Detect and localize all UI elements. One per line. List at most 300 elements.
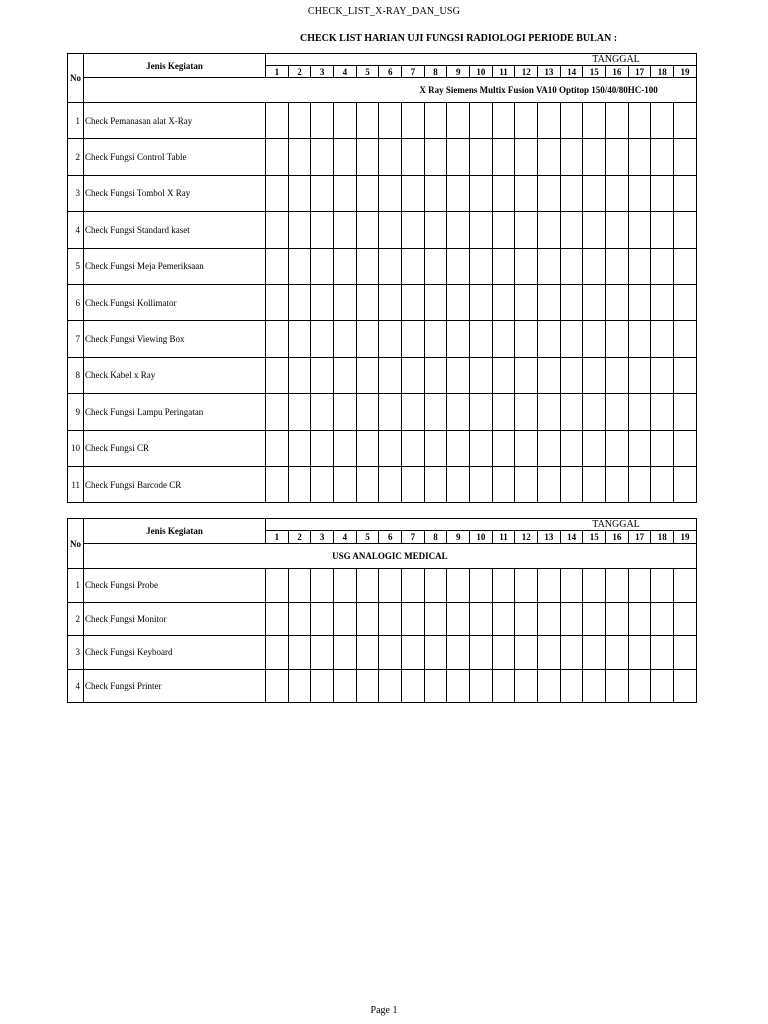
check-cell[interactable] (447, 175, 470, 211)
check-cell[interactable] (651, 212, 674, 248)
check-cell[interactable] (356, 602, 379, 636)
check-cell[interactable] (288, 175, 311, 211)
check-cell[interactable] (424, 466, 447, 502)
check-cell[interactable] (424, 636, 447, 670)
check-cell[interactable] (311, 466, 334, 502)
check-cell[interactable] (379, 175, 402, 211)
check-cell[interactable] (674, 357, 697, 393)
check-cell[interactable] (356, 669, 379, 703)
check-cell[interactable] (606, 669, 629, 703)
check-cell[interactable] (288, 394, 311, 430)
check-cell[interactable] (628, 669, 651, 703)
check-cell[interactable] (266, 321, 289, 357)
check-cell[interactable] (288, 139, 311, 175)
activity-label: Check Fungsi Lampu Peringatan (84, 394, 266, 430)
check-cell[interactable] (266, 394, 289, 430)
check-cell[interactable] (515, 430, 538, 466)
check-cell[interactable] (266, 175, 289, 211)
check-cell[interactable] (356, 466, 379, 502)
check-cell[interactable] (628, 394, 651, 430)
check-cell[interactable] (651, 466, 674, 502)
check-cell[interactable] (492, 248, 515, 284)
check-cell[interactable] (356, 248, 379, 284)
check-cell[interactable] (311, 212, 334, 248)
check-cell[interactable] (447, 569, 470, 603)
check-cell[interactable] (470, 669, 493, 703)
check-cell[interactable] (492, 466, 515, 502)
check-cell[interactable] (447, 284, 470, 320)
check-cell[interactable] (470, 636, 493, 670)
day-header: 5 (356, 66, 379, 78)
check-cell[interactable] (560, 466, 583, 502)
check-cell[interactable] (651, 284, 674, 320)
check-cell[interactable] (402, 669, 425, 703)
check-cell[interactable] (606, 248, 629, 284)
check-cell[interactable] (311, 139, 334, 175)
check-cell[interactable] (583, 321, 606, 357)
activity-label: Check Fungsi Barcode CR (84, 466, 266, 502)
check-cell[interactable] (379, 602, 402, 636)
check-cell[interactable] (628, 212, 651, 248)
check-cell[interactable] (379, 394, 402, 430)
check-cell[interactable] (492, 212, 515, 248)
check-cell[interactable] (560, 357, 583, 393)
check-cell[interactable] (266, 212, 289, 248)
check-cell[interactable] (560, 103, 583, 139)
check-cell[interactable] (288, 430, 311, 466)
check-cell[interactable] (356, 321, 379, 357)
check-cell[interactable] (334, 175, 357, 211)
check-cell[interactable] (424, 357, 447, 393)
check-cell[interactable] (515, 212, 538, 248)
check-cell[interactable] (515, 602, 538, 636)
check-cell[interactable] (266, 357, 289, 393)
check-cell[interactable] (606, 466, 629, 502)
check-cell[interactable] (379, 669, 402, 703)
row-number: 10 (68, 430, 84, 466)
check-cell[interactable] (379, 103, 402, 139)
check-cell[interactable] (311, 175, 334, 211)
check-cell[interactable] (606, 394, 629, 430)
check-cell[interactable] (492, 103, 515, 139)
check-cell[interactable] (288, 321, 311, 357)
check-cell[interactable] (447, 357, 470, 393)
check-cell[interactable] (606, 139, 629, 175)
check-cell[interactable] (379, 248, 402, 284)
check-cell[interactable] (288, 569, 311, 603)
check-cell[interactable] (334, 212, 357, 248)
check-cell[interactable] (266, 430, 289, 466)
check-cell[interactable] (651, 669, 674, 703)
check-cell[interactable] (651, 248, 674, 284)
check-cell[interactable] (424, 175, 447, 211)
check-cell[interactable] (424, 139, 447, 175)
check-cell[interactable] (560, 430, 583, 466)
check-cell[interactable] (379, 284, 402, 320)
check-cell[interactable] (424, 321, 447, 357)
check-cell[interactable] (651, 175, 674, 211)
check-cell[interactable] (334, 602, 357, 636)
check-cell[interactable] (538, 103, 561, 139)
table-row (68, 284, 697, 320)
check-cell[interactable] (402, 139, 425, 175)
check-cell[interactable] (356, 357, 379, 393)
check-cell[interactable] (311, 321, 334, 357)
check-cell[interactable] (651, 321, 674, 357)
check-cell[interactable] (538, 321, 561, 357)
table-row (68, 139, 697, 175)
check-cell[interactable] (334, 636, 357, 670)
check-cell[interactable] (402, 357, 425, 393)
check-cell[interactable] (266, 636, 289, 670)
check-cell[interactable] (470, 103, 493, 139)
check-cell[interactable] (628, 103, 651, 139)
table-row (68, 212, 697, 248)
check-cell[interactable] (447, 430, 470, 466)
check-cell[interactable] (334, 103, 357, 139)
check-cell[interactable] (379, 212, 402, 248)
check-cell[interactable] (583, 175, 606, 211)
check-cell[interactable] (492, 139, 515, 175)
check-cell[interactable] (266, 284, 289, 320)
check-cell[interactable] (674, 284, 697, 320)
check-cell[interactable] (606, 357, 629, 393)
check-cell[interactable] (334, 569, 357, 603)
check-cell[interactable] (651, 139, 674, 175)
check-cell[interactable] (560, 139, 583, 175)
check-cell[interactable] (402, 175, 425, 211)
table-row (68, 466, 697, 502)
check-cell[interactable] (266, 139, 289, 175)
check-cell[interactable] (538, 602, 561, 636)
check-cell[interactable] (606, 212, 629, 248)
check-cell[interactable] (402, 248, 425, 284)
check-cell[interactable] (492, 394, 515, 430)
check-cell[interactable] (628, 284, 651, 320)
check-cell[interactable] (266, 103, 289, 139)
check-cell[interactable] (288, 466, 311, 502)
check-cell[interactable] (402, 284, 425, 320)
check-cell[interactable] (538, 669, 561, 703)
check-cell[interactable] (651, 569, 674, 603)
check-cell[interactable] (606, 430, 629, 466)
check-cell[interactable] (606, 321, 629, 357)
check-cell[interactable] (311, 284, 334, 320)
check-cell[interactable] (538, 248, 561, 284)
check-cell[interactable] (538, 394, 561, 430)
check-cell[interactable] (356, 430, 379, 466)
row-number: 11 (68, 466, 84, 502)
check-cell[interactable] (674, 103, 697, 139)
check-cell[interactable] (628, 602, 651, 636)
check-cell[interactable] (538, 212, 561, 248)
check-cell[interactable] (470, 466, 493, 502)
check-cell[interactable] (402, 636, 425, 670)
table-row (68, 430, 697, 466)
check-cell[interactable] (492, 669, 515, 703)
check-cell[interactable] (311, 569, 334, 603)
check-cell[interactable] (583, 430, 606, 466)
check-cell[interactable] (402, 394, 425, 430)
check-cell[interactable] (651, 602, 674, 636)
check-cell[interactable] (334, 139, 357, 175)
check-cell[interactable] (538, 284, 561, 320)
check-cell[interactable] (356, 394, 379, 430)
check-cell[interactable] (583, 669, 606, 703)
check-cell[interactable] (311, 636, 334, 670)
check-cell[interactable] (674, 636, 697, 670)
check-cell[interactable] (470, 139, 493, 175)
check-cell[interactable] (628, 175, 651, 211)
check-cell[interactable] (515, 394, 538, 430)
check-cell[interactable] (515, 569, 538, 603)
check-cell[interactable] (402, 430, 425, 466)
check-cell[interactable] (311, 669, 334, 703)
check-cell[interactable] (356, 212, 379, 248)
check-cell[interactable] (628, 466, 651, 502)
check-cell[interactable] (266, 248, 289, 284)
check-cell[interactable] (538, 466, 561, 502)
check-cell[interactable] (606, 103, 629, 139)
check-cell[interactable] (379, 466, 402, 502)
check-cell[interactable] (447, 248, 470, 284)
activity-label: Check Fungsi Keyboard (84, 636, 266, 670)
check-cell[interactable] (583, 466, 606, 502)
check-cell[interactable] (515, 636, 538, 670)
check-cell[interactable] (356, 103, 379, 139)
check-cell[interactable] (628, 321, 651, 357)
check-cell[interactable] (492, 321, 515, 357)
check-cell[interactable] (515, 175, 538, 211)
check-cell[interactable] (674, 466, 697, 502)
day-header: 6 (379, 66, 402, 78)
check-cell[interactable] (515, 248, 538, 284)
check-cell[interactable] (606, 602, 629, 636)
check-cell[interactable] (402, 212, 425, 248)
check-cell[interactable] (492, 175, 515, 211)
check-cell[interactable] (334, 321, 357, 357)
check-cell[interactable] (674, 430, 697, 466)
check-cell[interactable] (311, 248, 334, 284)
check-cell[interactable] (288, 357, 311, 393)
check-cell[interactable] (356, 569, 379, 603)
check-cell[interactable] (288, 636, 311, 670)
check-cell[interactable] (492, 602, 515, 636)
check-cell[interactable] (560, 394, 583, 430)
check-cell[interactable] (311, 430, 334, 466)
check-cell[interactable] (492, 569, 515, 603)
check-cell[interactable] (288, 103, 311, 139)
check-cell[interactable] (447, 212, 470, 248)
check-cell[interactable] (583, 248, 606, 284)
check-cell[interactable] (356, 284, 379, 320)
check-cell[interactable] (651, 357, 674, 393)
check-cell[interactable] (651, 636, 674, 670)
check-cell[interactable] (311, 602, 334, 636)
check-cell[interactable] (424, 430, 447, 466)
check-cell[interactable] (424, 248, 447, 284)
check-cell[interactable] (470, 394, 493, 430)
check-cell[interactable] (651, 394, 674, 430)
check-cell[interactable] (424, 669, 447, 703)
check-cell[interactable] (560, 284, 583, 320)
check-cell[interactable] (470, 248, 493, 284)
check-cell[interactable] (470, 602, 493, 636)
check-cell[interactable] (334, 284, 357, 320)
check-cell[interactable] (424, 284, 447, 320)
check-cell[interactable] (674, 569, 697, 603)
check-cell[interactable] (424, 569, 447, 603)
check-cell[interactable] (402, 103, 425, 139)
check-cell[interactable] (266, 602, 289, 636)
check-cell[interactable] (470, 212, 493, 248)
check-cell[interactable] (628, 248, 651, 284)
check-cell[interactable] (674, 602, 697, 636)
check-cell[interactable] (583, 139, 606, 175)
check-cell[interactable] (288, 602, 311, 636)
check-cell[interactable] (379, 139, 402, 175)
check-cell[interactable] (266, 569, 289, 603)
check-cell[interactable] (628, 430, 651, 466)
check-cell[interactable] (560, 669, 583, 703)
check-cell[interactable] (470, 175, 493, 211)
check-cell[interactable] (379, 636, 402, 670)
check-cell[interactable] (606, 284, 629, 320)
check-cell[interactable] (334, 357, 357, 393)
check-cell[interactable] (583, 569, 606, 603)
check-cell[interactable] (379, 357, 402, 393)
check-cell[interactable] (470, 284, 493, 320)
check-cell[interactable] (583, 284, 606, 320)
check-cell[interactable] (515, 284, 538, 320)
check-cell[interactable] (560, 636, 583, 670)
check-cell[interactable] (560, 212, 583, 248)
check-cell[interactable] (424, 394, 447, 430)
check-cell[interactable] (560, 175, 583, 211)
check-cell[interactable] (515, 466, 538, 502)
check-cell[interactable] (334, 430, 357, 466)
check-cell[interactable] (447, 669, 470, 703)
day-header: 7 (402, 531, 425, 544)
check-cell[interactable] (492, 357, 515, 393)
check-cell[interactable] (402, 569, 425, 603)
check-cell[interactable] (583, 212, 606, 248)
check-cell[interactable] (447, 394, 470, 430)
check-cell[interactable] (402, 321, 425, 357)
check-cell[interactable] (583, 602, 606, 636)
check-cell[interactable] (379, 321, 402, 357)
check-cell[interactable] (560, 602, 583, 636)
check-cell[interactable] (674, 669, 697, 703)
check-cell[interactable] (628, 569, 651, 603)
check-cell[interactable] (356, 139, 379, 175)
check-cell[interactable] (447, 139, 470, 175)
check-cell[interactable] (447, 602, 470, 636)
check-cell[interactable] (628, 357, 651, 393)
check-cell[interactable] (606, 175, 629, 211)
check-cell[interactable] (538, 175, 561, 211)
check-cell[interactable] (560, 569, 583, 603)
check-cell[interactable] (402, 466, 425, 502)
check-cell[interactable] (311, 357, 334, 393)
check-cell[interactable] (674, 248, 697, 284)
check-cell[interactable] (334, 466, 357, 502)
check-cell[interactable] (447, 321, 470, 357)
check-cell[interactable] (424, 103, 447, 139)
check-cell[interactable] (379, 569, 402, 603)
check-cell[interactable] (311, 394, 334, 430)
check-cell[interactable] (583, 103, 606, 139)
check-cell[interactable] (311, 103, 334, 139)
check-cell[interactable] (334, 394, 357, 430)
check-cell[interactable] (470, 321, 493, 357)
check-cell[interactable] (583, 394, 606, 430)
check-cell[interactable] (288, 669, 311, 703)
check-cell[interactable] (402, 602, 425, 636)
check-cell[interactable] (266, 466, 289, 502)
check-cell[interactable] (515, 357, 538, 393)
check-cell[interactable] (288, 284, 311, 320)
check-cell[interactable] (628, 139, 651, 175)
check-cell[interactable] (515, 103, 538, 139)
check-cell[interactable] (583, 636, 606, 670)
check-cell[interactable] (606, 636, 629, 670)
check-cell[interactable] (651, 103, 674, 139)
check-cell[interactable] (515, 321, 538, 357)
check-cell[interactable] (606, 569, 629, 603)
check-cell[interactable] (447, 466, 470, 502)
check-cell[interactable] (266, 669, 289, 703)
check-cell[interactable] (674, 212, 697, 248)
check-cell[interactable] (492, 430, 515, 466)
check-cell[interactable] (424, 602, 447, 636)
check-cell[interactable] (560, 248, 583, 284)
check-cell[interactable] (538, 636, 561, 670)
check-cell[interactable] (538, 430, 561, 466)
check-cell[interactable] (492, 284, 515, 320)
check-cell[interactable] (334, 248, 357, 284)
check-cell[interactable] (470, 569, 493, 603)
check-cell[interactable] (288, 248, 311, 284)
check-cell[interactable] (538, 139, 561, 175)
check-cell[interactable] (424, 212, 447, 248)
check-cell[interactable] (560, 321, 583, 357)
check-cell[interactable] (288, 212, 311, 248)
check-cell[interactable] (470, 430, 493, 466)
check-cell[interactable] (515, 669, 538, 703)
check-cell[interactable] (515, 139, 538, 175)
check-cell[interactable] (538, 569, 561, 603)
check-cell[interactable] (674, 175, 697, 211)
check-cell[interactable] (356, 175, 379, 211)
check-cell[interactable] (470, 357, 493, 393)
check-cell[interactable] (379, 430, 402, 466)
check-cell[interactable] (674, 139, 697, 175)
check-cell[interactable] (447, 636, 470, 670)
check-cell[interactable] (651, 430, 674, 466)
check-cell[interactable] (356, 636, 379, 670)
day-header: 18 (651, 66, 674, 78)
check-cell[interactable] (492, 636, 515, 670)
check-cell[interactable] (628, 636, 651, 670)
check-cell[interactable] (538, 357, 561, 393)
check-cell[interactable] (334, 669, 357, 703)
activity-label: Check Fungsi Meja Pemeriksaan (84, 248, 266, 284)
check-cell[interactable] (674, 394, 697, 430)
check-cell[interactable] (674, 321, 697, 357)
check-cell[interactable] (447, 103, 470, 139)
check-cell[interactable] (583, 357, 606, 393)
